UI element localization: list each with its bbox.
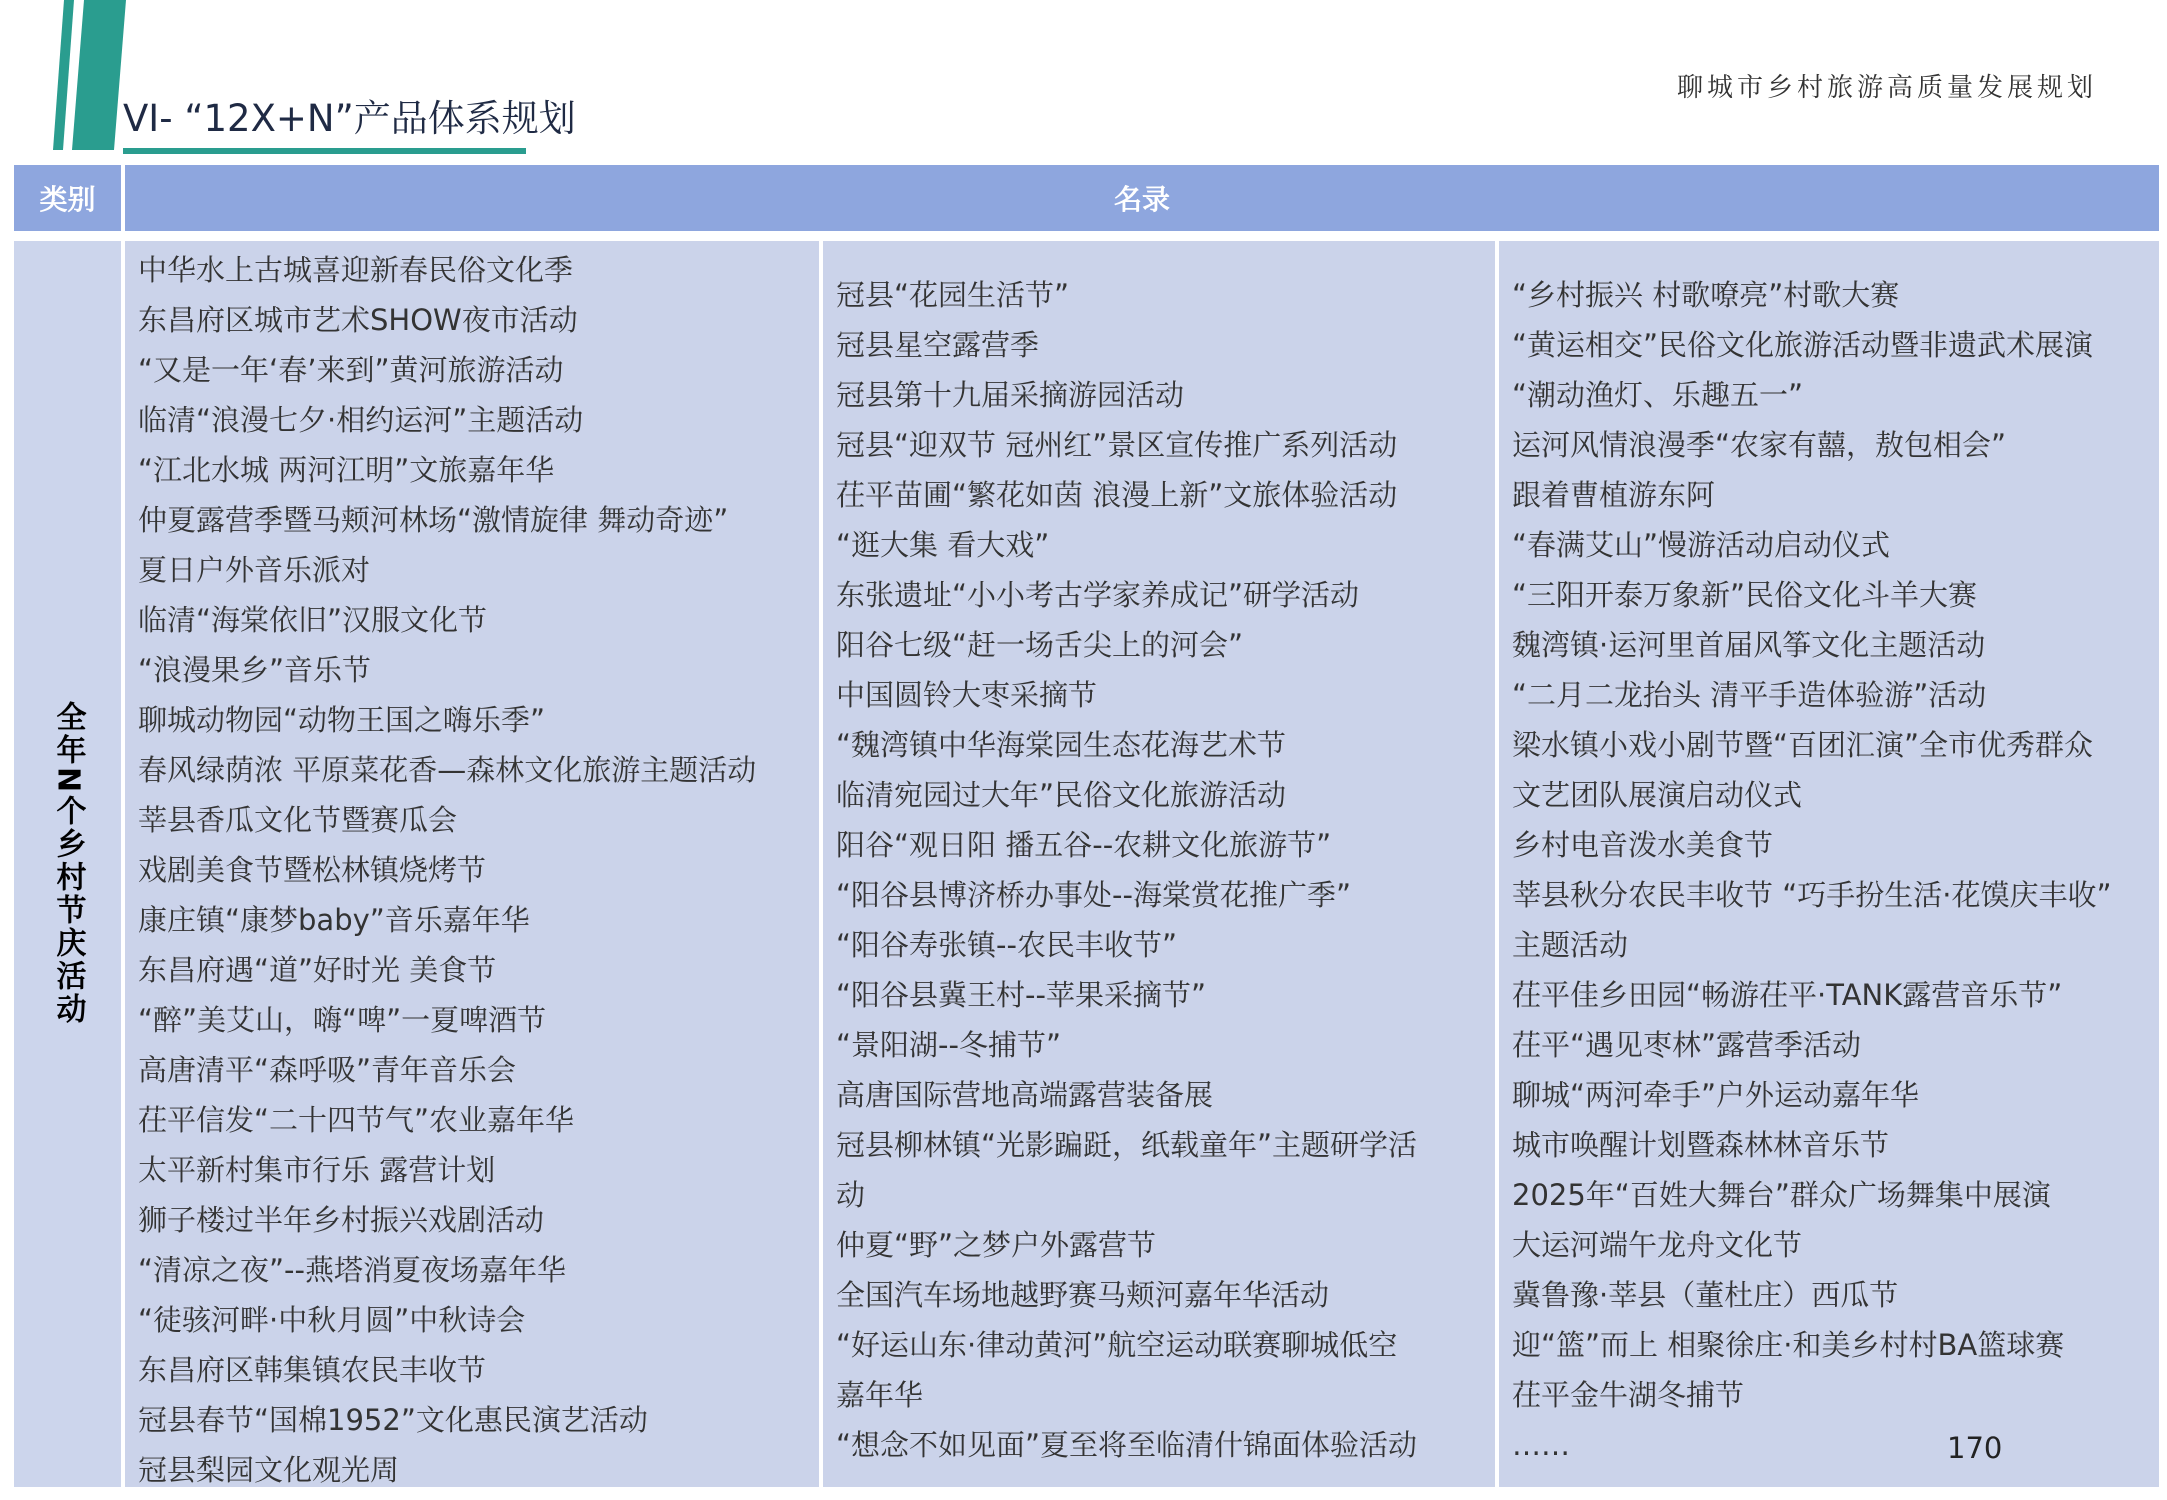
- list-item: 茌平金牛湖冬捕节: [1512, 1378, 1745, 1412]
- list-item: 茌平信发“二十四节气”农业嘉年华: [138, 1103, 575, 1137]
- list-item: 冠县第十九届采摘游园活动: [836, 378, 1185, 412]
- list-item: “又是一年‘春’来到”黄河旅游活动: [138, 353, 564, 387]
- list-item: 2025年“百姓大舞台”群众广场舞集中展演: [1512, 1178, 2051, 1212]
- header-names: 名录: [125, 165, 2159, 231]
- list-item: 莘县秋分农民丰收节 “巧手扮生活·花馍庆丰收”: [1512, 878, 2112, 912]
- list-item: “阳谷县冀王村--苹果采摘节”: [836, 978, 1206, 1012]
- category-cell: [14, 241, 121, 1487]
- list-item: 梁水镇小戏小剧节暨“百团汇演”全市优秀群众: [1512, 728, 2094, 762]
- header-category: 类别: [14, 165, 121, 231]
- list-item: ……: [1512, 1428, 1570, 1462]
- list-item: 太平新村集市行乐 露营计划: [138, 1153, 496, 1187]
- list-item: 中华水上古城喜迎新春民俗文化季: [138, 253, 574, 287]
- list-item: 城市唤醒计划暨森林林音乐节: [1512, 1128, 1890, 1162]
- title-underline: [123, 148, 526, 154]
- list-item: 东昌府区韩集镇农民丰收节: [138, 1353, 487, 1387]
- list-item: “徒骇河畔·中秋月圆”中秋诗会: [138, 1303, 526, 1337]
- list-item: 东张遗址“小小考古学家养成记”研学活动: [836, 578, 1360, 612]
- list-item: 阳谷七级“赶一场舌尖上的河会”: [836, 628, 1244, 662]
- list-item: 戏剧美食节暨松林镇烧烤节: [138, 853, 487, 887]
- list-item: 茌平佳乡田园“畅游茌平·TANK露营音乐节”: [1512, 978, 2063, 1012]
- list-item: 高唐清平“森呼吸”青年音乐会: [138, 1053, 517, 1087]
- list-item: 冀鲁豫·莘县（董杜庄）西瓜节: [1512, 1278, 1899, 1312]
- list-item: “黄运相交”民俗文化旅游活动暨非遗武术展演: [1512, 328, 2094, 362]
- page-title: VI- “12X+N”产品体系规划: [123, 97, 576, 140]
- list-item: 文艺团队展演启动仪式: [1512, 778, 1803, 812]
- names-column-1: [125, 241, 819, 1487]
- report-name: 聊城市乡村旅游高质量发展规划: [1676, 73, 2097, 103]
- list-item: 嘉年华: [836, 1378, 924, 1412]
- list-item: 聊城动物园“动物王国之嗨乐季”: [138, 703, 546, 737]
- names-column-2: [823, 241, 1495, 1487]
- list-item: 冠县春节“国棉1952”文化惠民演艺活动: [138, 1403, 648, 1437]
- list-item: 主题活动: [1512, 928, 1629, 962]
- list-item: 大运河端午龙舟文化节: [1512, 1228, 1803, 1262]
- list-item: 春风绿荫浓 平原菜花香—森林文化旅游主题活动: [138, 753, 757, 787]
- list-item: “清凉之夜”--燕塔消夏夜场嘉年华: [138, 1253, 566, 1287]
- list-item: “乡村振兴 村歌嘹亮”村歌大赛: [1512, 278, 1900, 312]
- list-item: 临清“海棠依旧”汉服文化节: [138, 603, 488, 637]
- festival-table: [14, 165, 2159, 1487]
- list-item: 夏日户外音乐派对: [138, 553, 371, 587]
- list-item: “景阳湖--冬捕节”: [836, 1028, 1061, 1062]
- list-item: 跟着曹植游东阿: [1512, 478, 1716, 512]
- list-item: 阳谷“观日阳 播五谷--农耕文化旅游节”: [836, 828, 1332, 862]
- list-item: 莘县香瓜文化节暨赛瓜会: [138, 803, 458, 837]
- list-item: “浪漫果乡”音乐节: [138, 653, 372, 687]
- list-item: “逛大集 看大戏”: [836, 528, 1050, 562]
- list-item: “想念不如见面”夏至将至临清什锦面体验活动: [836, 1428, 1418, 1462]
- names-column-3: [1499, 241, 2159, 1487]
- list-item: 仲夏“野”之梦户外露营节: [836, 1228, 1157, 1262]
- list-item: 中国圆铃大枣采摘节: [836, 678, 1098, 712]
- list-item: 狮子楼过半年乡村振兴戏剧活动: [138, 1203, 545, 1237]
- list-item: “三阳开泰万象新”民俗文化斗羊大赛: [1512, 578, 1978, 612]
- list-item: 冠县“迎双节 冠州红”景区宣传推广系列活动: [836, 428, 1398, 462]
- list-item: 东昌府区城市艺术SHOW夜市活动: [138, 303, 578, 337]
- list-item: “二月二龙抬头 清平手造体验游”活动: [1512, 678, 1987, 712]
- list-item: 康庄镇“康梦baby”音乐嘉年华: [138, 903, 530, 937]
- category-label: 全年N个乡村节庆活动: [50, 701, 86, 1027]
- list-item: 冠县星空露营季: [836, 328, 1040, 362]
- list-item: “阳谷县博济桥办事处--海棠赏花推广季”: [836, 878, 1351, 912]
- list-item: “醉”美艾山，嗨“啤”一夏啤酒节: [138, 1003, 547, 1037]
- list-item: 冠县梨园文化观光周: [138, 1453, 400, 1487]
- list-item: 茌平“遇见枣林”露营季活动: [1512, 1028, 1862, 1062]
- list-item: 临清宛园过大年”民俗文化旅游活动: [836, 778, 1287, 812]
- list-item: 仲夏露营季暨马颊河林场“激情旋律 舞动奇迹”: [138, 503, 729, 537]
- list-item: 乡村电音泼水美食节: [1512, 828, 1774, 862]
- list-item: 临清“浪漫七夕·相约运河”主题活动: [138, 403, 584, 437]
- list-item: 聊城“两河牵手”户外运动嘉年华: [1512, 1078, 1920, 1112]
- list-item: 魏湾镇·运河里首届风筝文化主题活动: [1512, 628, 1986, 662]
- corner-decoration: [0, 0, 140, 150]
- page-number: 170: [1947, 1431, 2003, 1465]
- list-item: 全国汽车场地越野赛马颊河嘉年华活动: [836, 1278, 1330, 1312]
- list-item: “阳谷寿张镇--农民丰收节”: [836, 928, 1177, 962]
- list-item: “好运山东·律动黄河”航空运动联赛聊城低空: [836, 1328, 1398, 1362]
- list-item: 冠县柳林镇“光影蹁跹，纸载童年”主题研学活: [836, 1128, 1418, 1162]
- list-item: “魏湾镇中华海棠园生态花海艺术节: [836, 728, 1287, 762]
- list-item: “潮动渔灯、乐趣五一”: [1512, 378, 1804, 412]
- list-item: 高唐国际营地高端露营装备展: [836, 1078, 1214, 1112]
- list-item: “江北水城 两河江明”文旅嘉年华: [138, 453, 555, 487]
- list-item: 运河风情浪漫季“农家有囍，敖包相会”: [1512, 428, 2007, 462]
- list-item: 动: [836, 1178, 866, 1212]
- list-item: “春满艾山”慢游活动启动仪式: [1512, 528, 1891, 562]
- list-item: 迎“篮”而上 相聚徐庄·和美乡村村BA篮球赛: [1512, 1328, 2065, 1362]
- list-item: 东昌府遇“道”好时光 美食节: [138, 953, 497, 987]
- list-item: 茌平苗圃“繁花如茵 浪漫上新”文旅体验活动: [836, 478, 1398, 512]
- list-item: 冠县“花园生活节”: [836, 278, 1070, 312]
